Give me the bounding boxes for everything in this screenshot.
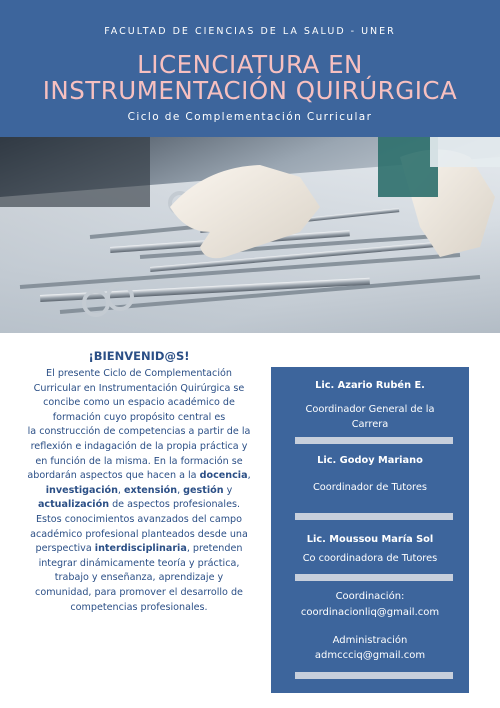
- staff-name-1: Lic. Azario Rubén E.: [315, 380, 425, 391]
- welcome-text-5: , pretenden integrar dinámicamente teoría y práctica, trabajo y enseñanza, aprendizaje y comunidad, para promover el desarrollo de competencias profesionales.: [35, 543, 243, 613]
- staff-role-2: Coordinador de Tutores: [312, 482, 428, 493]
- staff-name-2: Lic. Godoy Mariano: [317, 455, 423, 466]
- staff-panel: [271, 367, 469, 693]
- faculty-name: FACULTAD DE CIENCIAS DE LA SALUD - UNER: [104, 26, 396, 37]
- program-title-line1: LICENCIATURA EN: [137, 50, 363, 79]
- program-title: [0, 52, 500, 104]
- welcome-text-4: Estos conocimientos avanzados del campo académico profesional planteados desde una perspectiva: [30, 513, 248, 555]
- divider: [295, 437, 453, 444]
- welcome-paragraph: El presente Ciclo de Complementación Curricular en Instrumentación Quirúrgica se concibe como un espacio académico de formación cuyo propósito central es la construcción de competencias a partir de la reflexión e indagación de la propia práctica y en función de la misma. En la formación se abordarán aspectos que hacen a la docencia, investigación, extensión, gestión y actualización de aspectos profesionales. Estos conocimientos avanzados del campo académico profesional planteados desde una perspectiva interdisciplinaria, pretenden integrar dinámicamente teoría y práctica, trabajo y enseñanza, aprendizaje y comunidad, para promover el desarrollo de competencias profesionales.: [27, 368, 251, 613]
- surgical-instruments-photo: [0, 137, 500, 333]
- keyword-gestion: gestión: [183, 484, 224, 496]
- divider: [295, 513, 453, 520]
- contact-label-administration: Administración: [332, 635, 408, 646]
- welcome-text-3: de aspectos profesionales.: [112, 499, 241, 511]
- keyword-extension: extensión: [124, 484, 178, 496]
- keyword-investigacion: investigación: [45, 484, 118, 496]
- welcome-text-1: El presente Ciclo de Complementación Curricular en Instrumentación Quirúrgica se concibe como un espacio académico de formación cuyo propósito central es: [33, 368, 245, 423]
- welcome-heading: ¡BIENVENID@S!: [88, 349, 190, 363]
- contact-label-coordination: Coordinación:: [335, 591, 405, 602]
- keyword-docencia: docencia: [199, 470, 248, 482]
- administration-email[interactable]: admccciq@gmail.com: [314, 650, 426, 661]
- staff-role-1: Coordinador General de la Carrera: [305, 404, 435, 430]
- divider: [295, 672, 453, 679]
- staff-role-3: Co coordinadora de Tutores: [302, 553, 438, 564]
- keyword-interdisciplinaria: interdisciplinaria: [94, 543, 187, 555]
- staff-name-3: Lic. Moussou María Sol: [306, 534, 434, 545]
- program-subtitle: Ciclo de Complementación Curricular: [127, 111, 373, 123]
- welcome-text-2: la construcción de competencias a partir de la reflexión e indagación de la propia práctica y en función de la misma. En la formación se abordarán aspectos que hacen a la: [27, 426, 251, 482]
- keyword-actualizacion: actualización: [37, 499, 110, 511]
- coordination-email[interactable]: coordinacionliq@gmail.com: [300, 607, 440, 618]
- header-banner: [0, 0, 500, 137]
- program-title-line2: INSTRUMENTACIÓN QUIRÚRGICA: [42, 76, 458, 105]
- divider: [295, 574, 453, 581]
